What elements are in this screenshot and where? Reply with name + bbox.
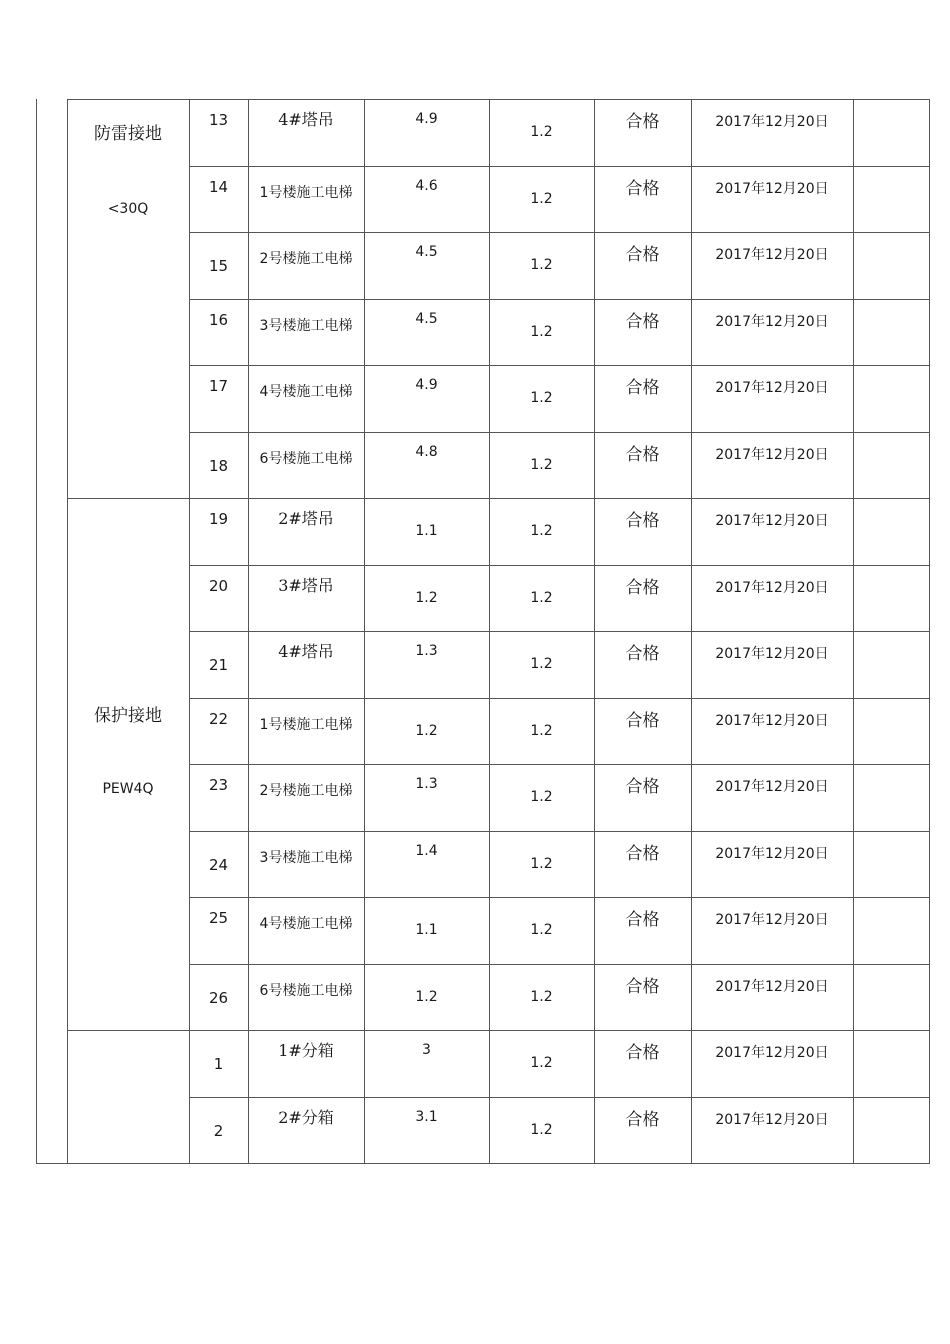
row-number: 26: [208, 989, 229, 1007]
row-divider: [189, 698, 930, 699]
measured-value: 1.4: [415, 843, 438, 859]
equipment-name: 4号楼施工电梯: [259, 916, 353, 932]
test-date: 2017年12月20日: [715, 181, 829, 197]
standard-value: 1.2: [530, 590, 553, 606]
equipment-name: 4号楼施工电梯: [259, 384, 353, 400]
test-date: 2017年12月20日: [715, 247, 829, 263]
equipment-name: 2号楼施工电梯: [259, 783, 353, 799]
test-date: 2017年12月20日: [715, 1045, 829, 1061]
row-divider: [189, 299, 930, 300]
equipment-name: 2#分箱: [278, 1108, 334, 1127]
table-border-vertical: [67, 99, 68, 1164]
row-number: 21: [208, 656, 229, 674]
test-date: 2017年12月20日: [715, 713, 829, 729]
test-result: 合格: [625, 445, 660, 465]
row-number: 14: [208, 178, 229, 196]
test-result: 合格: [625, 910, 660, 930]
standard-value: 1.2: [530, 922, 553, 938]
standard-value: 1.2: [530, 1055, 553, 1071]
measured-value: 4.9: [415, 111, 438, 127]
measured-value: 1.2: [415, 723, 438, 739]
measured-value: 3.1: [415, 1109, 438, 1125]
row-divider: [189, 831, 930, 832]
table-top-border: [67, 99, 930, 100]
measured-value: 1.1: [415, 523, 438, 539]
category-threshold: <30Q: [107, 201, 149, 217]
row-divider: [189, 631, 930, 632]
row-divider: [189, 166, 930, 167]
test-result: 合格: [625, 777, 660, 797]
standard-value: 1.2: [530, 390, 553, 406]
test-result: 合格: [625, 644, 660, 664]
test-result: 合格: [625, 179, 660, 199]
test-result: 合格: [625, 245, 660, 265]
standard-value: 1.2: [530, 656, 553, 672]
standard-value: 1.2: [530, 989, 553, 1005]
standard-value: 1.2: [530, 723, 553, 739]
measured-value: 1.2: [415, 590, 438, 606]
category-threshold: PEW4Q: [102, 781, 154, 797]
row-number: 13: [208, 111, 229, 129]
equipment-name: 6号楼施工电梯: [259, 451, 353, 467]
test-date: 2017年12月20日: [715, 447, 829, 463]
test-result: 合格: [625, 977, 660, 997]
row-divider: [189, 764, 930, 765]
row-number: 19: [208, 510, 229, 528]
row-number: 18: [208, 457, 229, 475]
group-divider: [67, 1030, 930, 1031]
test-result: 合格: [625, 378, 660, 398]
category-name: 保护接地: [94, 706, 162, 726]
table-border-vertical: [36, 99, 37, 1164]
equipment-name: 4#塔吊: [278, 642, 334, 661]
equipment-name: 4#塔吊: [278, 110, 334, 129]
measured-value: 1.3: [415, 643, 438, 659]
equipment-name: 1号楼施工电梯: [259, 185, 353, 201]
equipment-name: 2#塔吊: [278, 509, 334, 528]
equipment-name: 1#分箱: [278, 1041, 334, 1060]
equipment-name: 3号楼施工电梯: [259, 318, 353, 334]
equipment-name: 2号楼施工电梯: [259, 251, 353, 267]
table-bottom-border: [36, 1163, 930, 1164]
row-number: 1: [213, 1055, 224, 1073]
standard-value: 1.2: [530, 789, 553, 805]
standard-value: 1.2: [530, 523, 553, 539]
row-divider: [189, 232, 930, 233]
row-number: 20: [208, 577, 229, 595]
standard-value: 1.2: [530, 324, 553, 340]
standard-value: 1.2: [530, 257, 553, 273]
test-date: 2017年12月20日: [715, 114, 829, 130]
test-result: 合格: [625, 578, 660, 598]
row-number: 22: [208, 710, 229, 728]
measured-value: 1.1: [415, 922, 438, 938]
measured-value: 4.9: [415, 377, 438, 393]
category-name: 防雷接地: [94, 124, 162, 144]
equipment-name: 3#塔吊: [278, 576, 334, 595]
standard-value: 1.2: [530, 191, 553, 207]
test-date: 2017年12月20日: [715, 779, 829, 795]
grounding-test-table: [36, 99, 930, 1164]
row-divider: [189, 365, 930, 366]
test-result: 合格: [625, 1110, 660, 1130]
test-date: 2017年12月20日: [715, 380, 829, 396]
test-result: 合格: [625, 844, 660, 864]
measured-value: 1.2: [415, 989, 438, 1005]
row-divider: [189, 432, 930, 433]
test-result: 合格: [625, 711, 660, 731]
measured-value: 1.3: [415, 776, 438, 792]
test-result: 合格: [625, 112, 660, 132]
test-result: 合格: [625, 1043, 660, 1063]
equipment-name: 3号楼施工电梯: [259, 850, 353, 866]
measured-value: 3: [422, 1042, 431, 1058]
test-date: 2017年12月20日: [715, 912, 829, 928]
row-number: 17: [208, 377, 229, 395]
measured-value: 4.5: [415, 311, 438, 327]
test-date: 2017年12月20日: [715, 646, 829, 662]
measured-value: 4.5: [415, 244, 438, 260]
standard-value: 1.2: [530, 457, 553, 473]
measured-value: 4.6: [415, 178, 438, 194]
measured-value: 4.8: [415, 444, 438, 460]
test-date: 2017年12月20日: [715, 979, 829, 995]
standard-value: 1.2: [530, 856, 553, 872]
standard-value: 1.2: [530, 124, 553, 140]
row-number: 16: [208, 311, 229, 329]
equipment-name: 1号楼施工电梯: [259, 717, 353, 733]
row-number: 2: [213, 1122, 224, 1140]
row-divider: [189, 565, 930, 566]
test-date: 2017年12月20日: [715, 1112, 829, 1128]
test-result: 合格: [625, 312, 660, 332]
standard-value: 1.2: [530, 1122, 553, 1138]
row-divider: [189, 897, 930, 898]
test-date: 2017年12月20日: [715, 580, 829, 596]
group-divider: [67, 498, 930, 499]
row-number: 25: [208, 909, 229, 927]
row-divider: [189, 964, 930, 965]
row-number: 15: [208, 257, 229, 275]
test-date: 2017年12月20日: [715, 846, 829, 862]
test-date: 2017年12月20日: [715, 314, 829, 330]
row-divider: [189, 1097, 930, 1098]
test-date: 2017年12月20日: [715, 513, 829, 529]
test-result: 合格: [625, 511, 660, 531]
equipment-name: 6号楼施工电梯: [259, 983, 353, 999]
row-number: 23: [208, 776, 229, 794]
row-number: 24: [208, 856, 229, 874]
